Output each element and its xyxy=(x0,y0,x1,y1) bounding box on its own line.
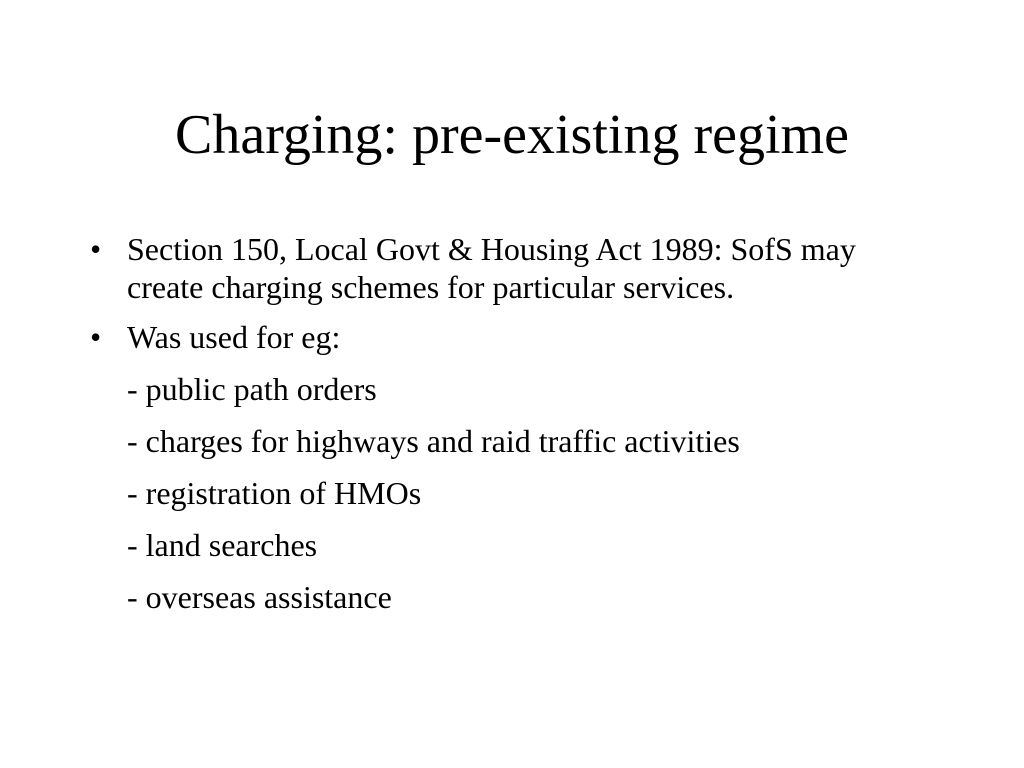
bullet-text: Section 150, Local Govt & Housing Act 1989: SofS may create charging schemes for particular services. xyxy=(127,231,856,305)
bullet-text: Was used for eg: xyxy=(127,319,341,355)
sub-item: - registration of HMOs xyxy=(127,475,422,511)
sub-item: - land searches xyxy=(127,527,318,563)
sub-item-list xyxy=(90,370,930,616)
bullet-item xyxy=(90,230,930,306)
sub-item: - public path orders xyxy=(127,371,377,407)
bullet-icon: • xyxy=(90,319,102,355)
slide-body xyxy=(90,230,930,616)
bullet-item xyxy=(90,318,930,356)
slide-title: Charging: pre-existing regime xyxy=(175,104,849,166)
bullet-icon: • xyxy=(90,231,102,267)
sub-item: - overseas assistance xyxy=(127,579,392,615)
sub-item: - charges for highways and raid traffic activities xyxy=(127,423,740,459)
